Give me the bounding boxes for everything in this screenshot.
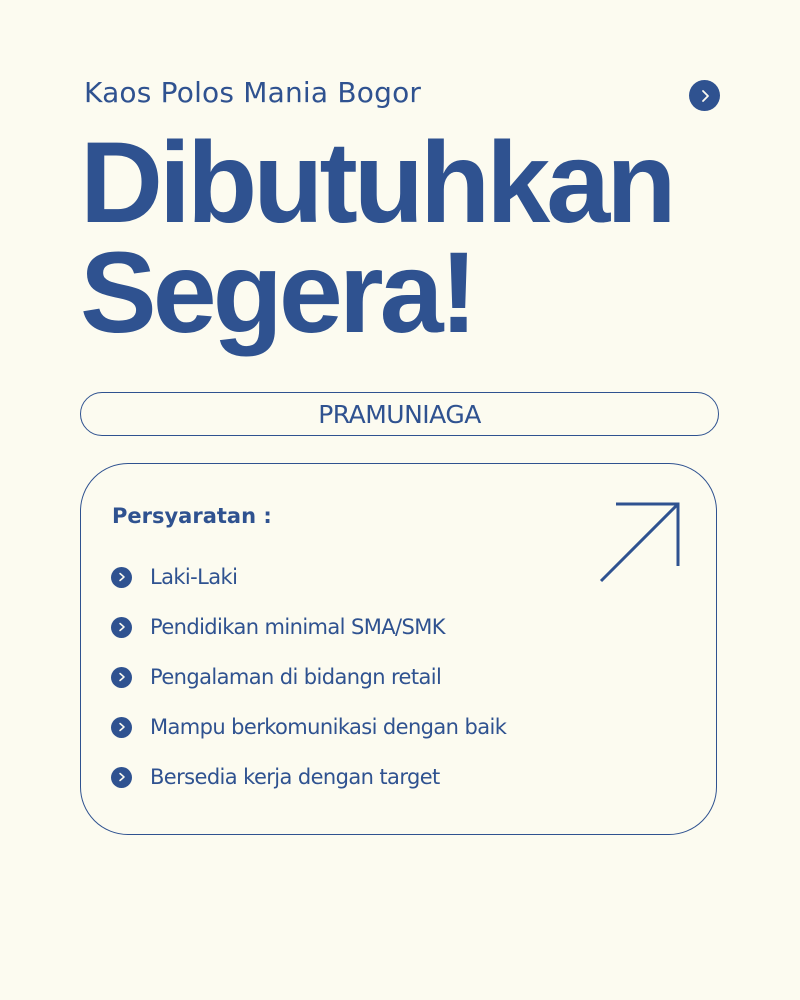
chevron-right-icon	[111, 717, 132, 738]
list-item-text: Mampu berkomunikasi dengan baik	[150, 715, 507, 739]
chevron-right-icon	[699, 89, 711, 103]
list-item	[111, 552, 506, 602]
chevron-right-icon	[111, 767, 132, 788]
list-item	[111, 752, 506, 802]
next-button[interactable]	[689, 80, 720, 111]
headline-line-1: Dibutuhkan	[80, 119, 673, 247]
chevron-right-icon	[111, 617, 132, 638]
chevron-right-icon	[111, 567, 132, 588]
requirements-list	[111, 552, 506, 802]
requirements-title: Persyaratan :	[112, 504, 272, 528]
chevron-right-icon	[111, 667, 132, 688]
list-item-text: Pendidikan minimal SMA/SMK	[150, 615, 445, 639]
list-item-text: Bersedia kerja dengan target	[150, 765, 440, 789]
brand-name: Kaos Polos Mania Bogor	[84, 76, 422, 109]
arrow-up-right-icon	[596, 499, 686, 589]
list-item-text: Pengalaman di bidangn retail	[150, 665, 442, 689]
list-item	[111, 602, 506, 652]
list-item-text: Laki-Laki	[150, 565, 238, 589]
list-item	[111, 652, 506, 702]
position-badge: PRAMUNIAGA	[80, 392, 719, 436]
headline-line-2: Segera!	[80, 229, 474, 357]
requirements-card	[80, 463, 717, 835]
list-item	[111, 702, 506, 752]
headline	[80, 119, 673, 357]
